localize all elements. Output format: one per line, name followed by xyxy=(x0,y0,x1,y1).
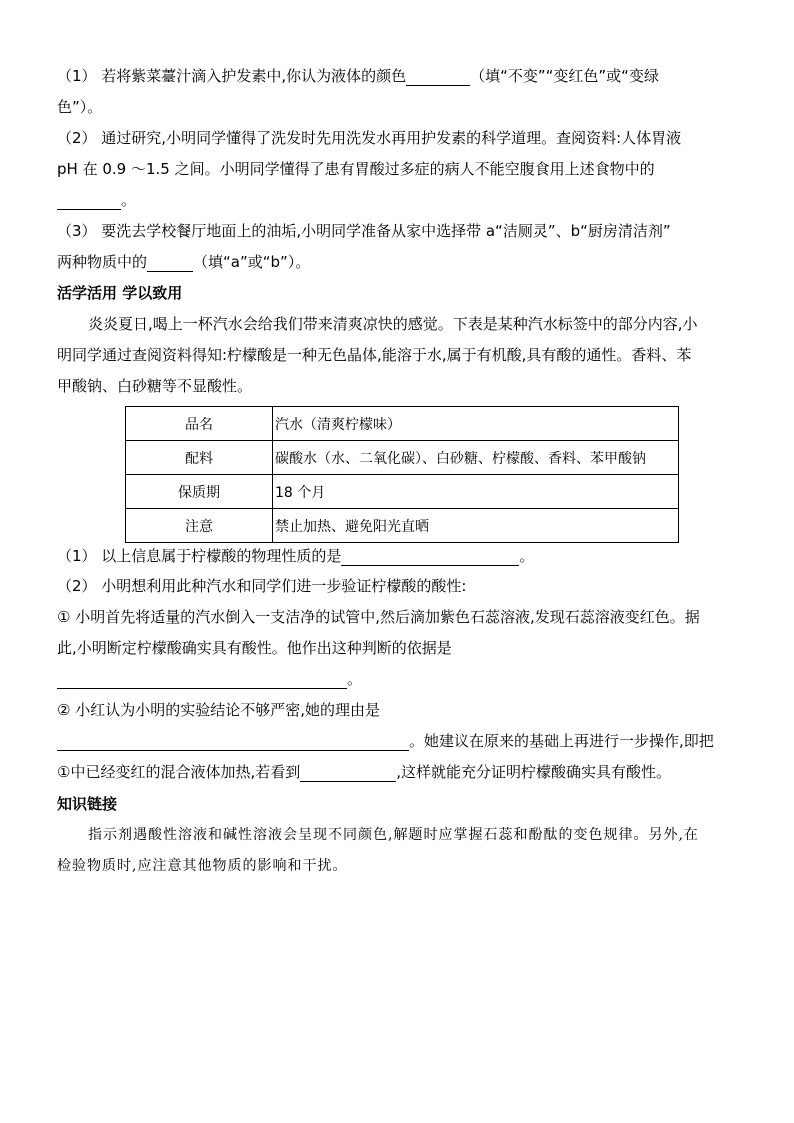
table-row xyxy=(126,407,679,441)
q2-line3 xyxy=(57,190,136,210)
table-row xyxy=(126,509,679,543)
q4-sub1-line2: 此,小明断定柠檬酸确实具有酸性。他作出这种判断的依据是 xyxy=(57,639,452,657)
q4-line1 xyxy=(57,546,534,566)
q4-sub1-line1: ① 小明首先将适量的汽水倒入一支洁净的试管中,然后滴加紫色石蕊溶液,发现石蕊溶液变红色。据 xyxy=(57,608,700,626)
q4-sub2-text-post: 。她建议在原来的基础上再进行一步操作,即把 xyxy=(409,732,714,750)
q4-sub2-text-post: ,这样就能充分证明柠檬酸确实具有酸性。 xyxy=(396,763,671,781)
q1-line2: 色”）。 xyxy=(57,98,103,116)
table-value: 禁止加热、避免阳光直晒 xyxy=(273,509,679,543)
q4-answer-blank[interactable] xyxy=(341,549,519,566)
table-key: 注意 xyxy=(126,509,273,543)
section1-heading: 活学活用 学以致用 xyxy=(57,284,183,302)
table-value: 汽水（清爽柠檬味） xyxy=(273,407,679,441)
table-row xyxy=(126,441,679,475)
q4-sub2-line3 xyxy=(57,762,671,782)
q4-sub1-text-post: 。 xyxy=(347,670,363,688)
section2-heading: 知识链接 xyxy=(57,795,118,813)
product-label-table xyxy=(125,406,679,543)
q4-sub1-line3 xyxy=(57,669,362,689)
q4-sub1-answer-blank[interactable] xyxy=(57,672,347,689)
q4-sub2-answer-blank[interactable] xyxy=(57,734,409,751)
q2-line1: （2） 通过研究,小明同学懂得了洗发时先用洗发水再用护发素的科学道理。查阅资料:人体胃液 xyxy=(57,129,682,147)
q3-text-pre: 两种物质中的 xyxy=(57,253,148,271)
table-row xyxy=(126,475,679,509)
q4-text-pre: （1） 以上信息属于柠檬酸的物理性质的是 xyxy=(57,547,342,565)
section1-para-line3: 甲酸钠、白砂糖等不显酸性。 xyxy=(57,377,253,395)
q1-line1 xyxy=(57,66,659,86)
section1-para-line1: 炎炎夏日,喝上一杯汽水会给我们带来清爽凉快的感觉。下表是某种汽水标签中的部分内容,小 xyxy=(88,315,698,333)
q2-text-post: 。 xyxy=(121,191,137,209)
q1-answer-blank[interactable] xyxy=(406,69,470,86)
table-key: 保质期 xyxy=(126,475,273,509)
q4-sub2-line1: ② 小红认为小明的实验结论不够严密,她的理由是 xyxy=(57,701,380,719)
q3-text-post: （填“a”或“b”）。 xyxy=(193,253,311,271)
q4-sub2-observe-blank[interactable] xyxy=(300,765,396,782)
table-value: 碳酸水（水、二氧化碳）、白砂糖、柠檬酸、香料、苯甲酸钠 xyxy=(273,441,679,475)
q4-sub2-text-pre: ①中已经变红的混合液体加热,若看到 xyxy=(57,763,301,781)
table-value: 18 个月 xyxy=(273,475,679,509)
q3-answer-blank[interactable] xyxy=(147,255,193,272)
table-key: 品名 xyxy=(126,407,273,441)
q4-line2: （2） 小明想利用此种汽水和同学们进一步验证柠檬酸的酸性: xyxy=(57,577,467,595)
section1-para-line2: 明同学通过查阅资料得知:柠檬酸是一种无色晶体,能溶于水,属于有机酸,具有酸的通性。香料、苯 xyxy=(57,346,692,364)
q1-text-post: （填“不变”“变红色”或“变绿 xyxy=(470,67,659,85)
table-key: 配料 xyxy=(126,441,273,475)
section2-para-line1: 指示剂遇酸性溶液和碱性溶液会呈现不同颜色,解题时应掌握石蕊和酚酞的变色规律。另外,在 xyxy=(88,827,699,843)
q3-line2 xyxy=(57,252,310,272)
q2-line2: pH 在 0.9 ～1.5 之间。小明同学懂得了患有胃酸过多症的病人不能空腹食用上述食物中的 xyxy=(57,160,655,178)
q4-text-post: 。 xyxy=(519,547,535,565)
q3-line1: （3） 要洗去学校餐厅地面上的油垢,小明同学准备从家中选择带 a“洁厕灵”、b“厨房清洁剂” xyxy=(57,222,671,240)
q4-sub2-line2 xyxy=(57,731,714,751)
section2-para-line2: 检验物质时,应注意其他物质的影响和干扰。 xyxy=(57,858,348,874)
q1-text-pre: （1） 若将紫菜薹汁滴入护发素中,你认为液体的颜色 xyxy=(57,67,407,85)
q2-answer-blank[interactable] xyxy=(57,193,121,210)
